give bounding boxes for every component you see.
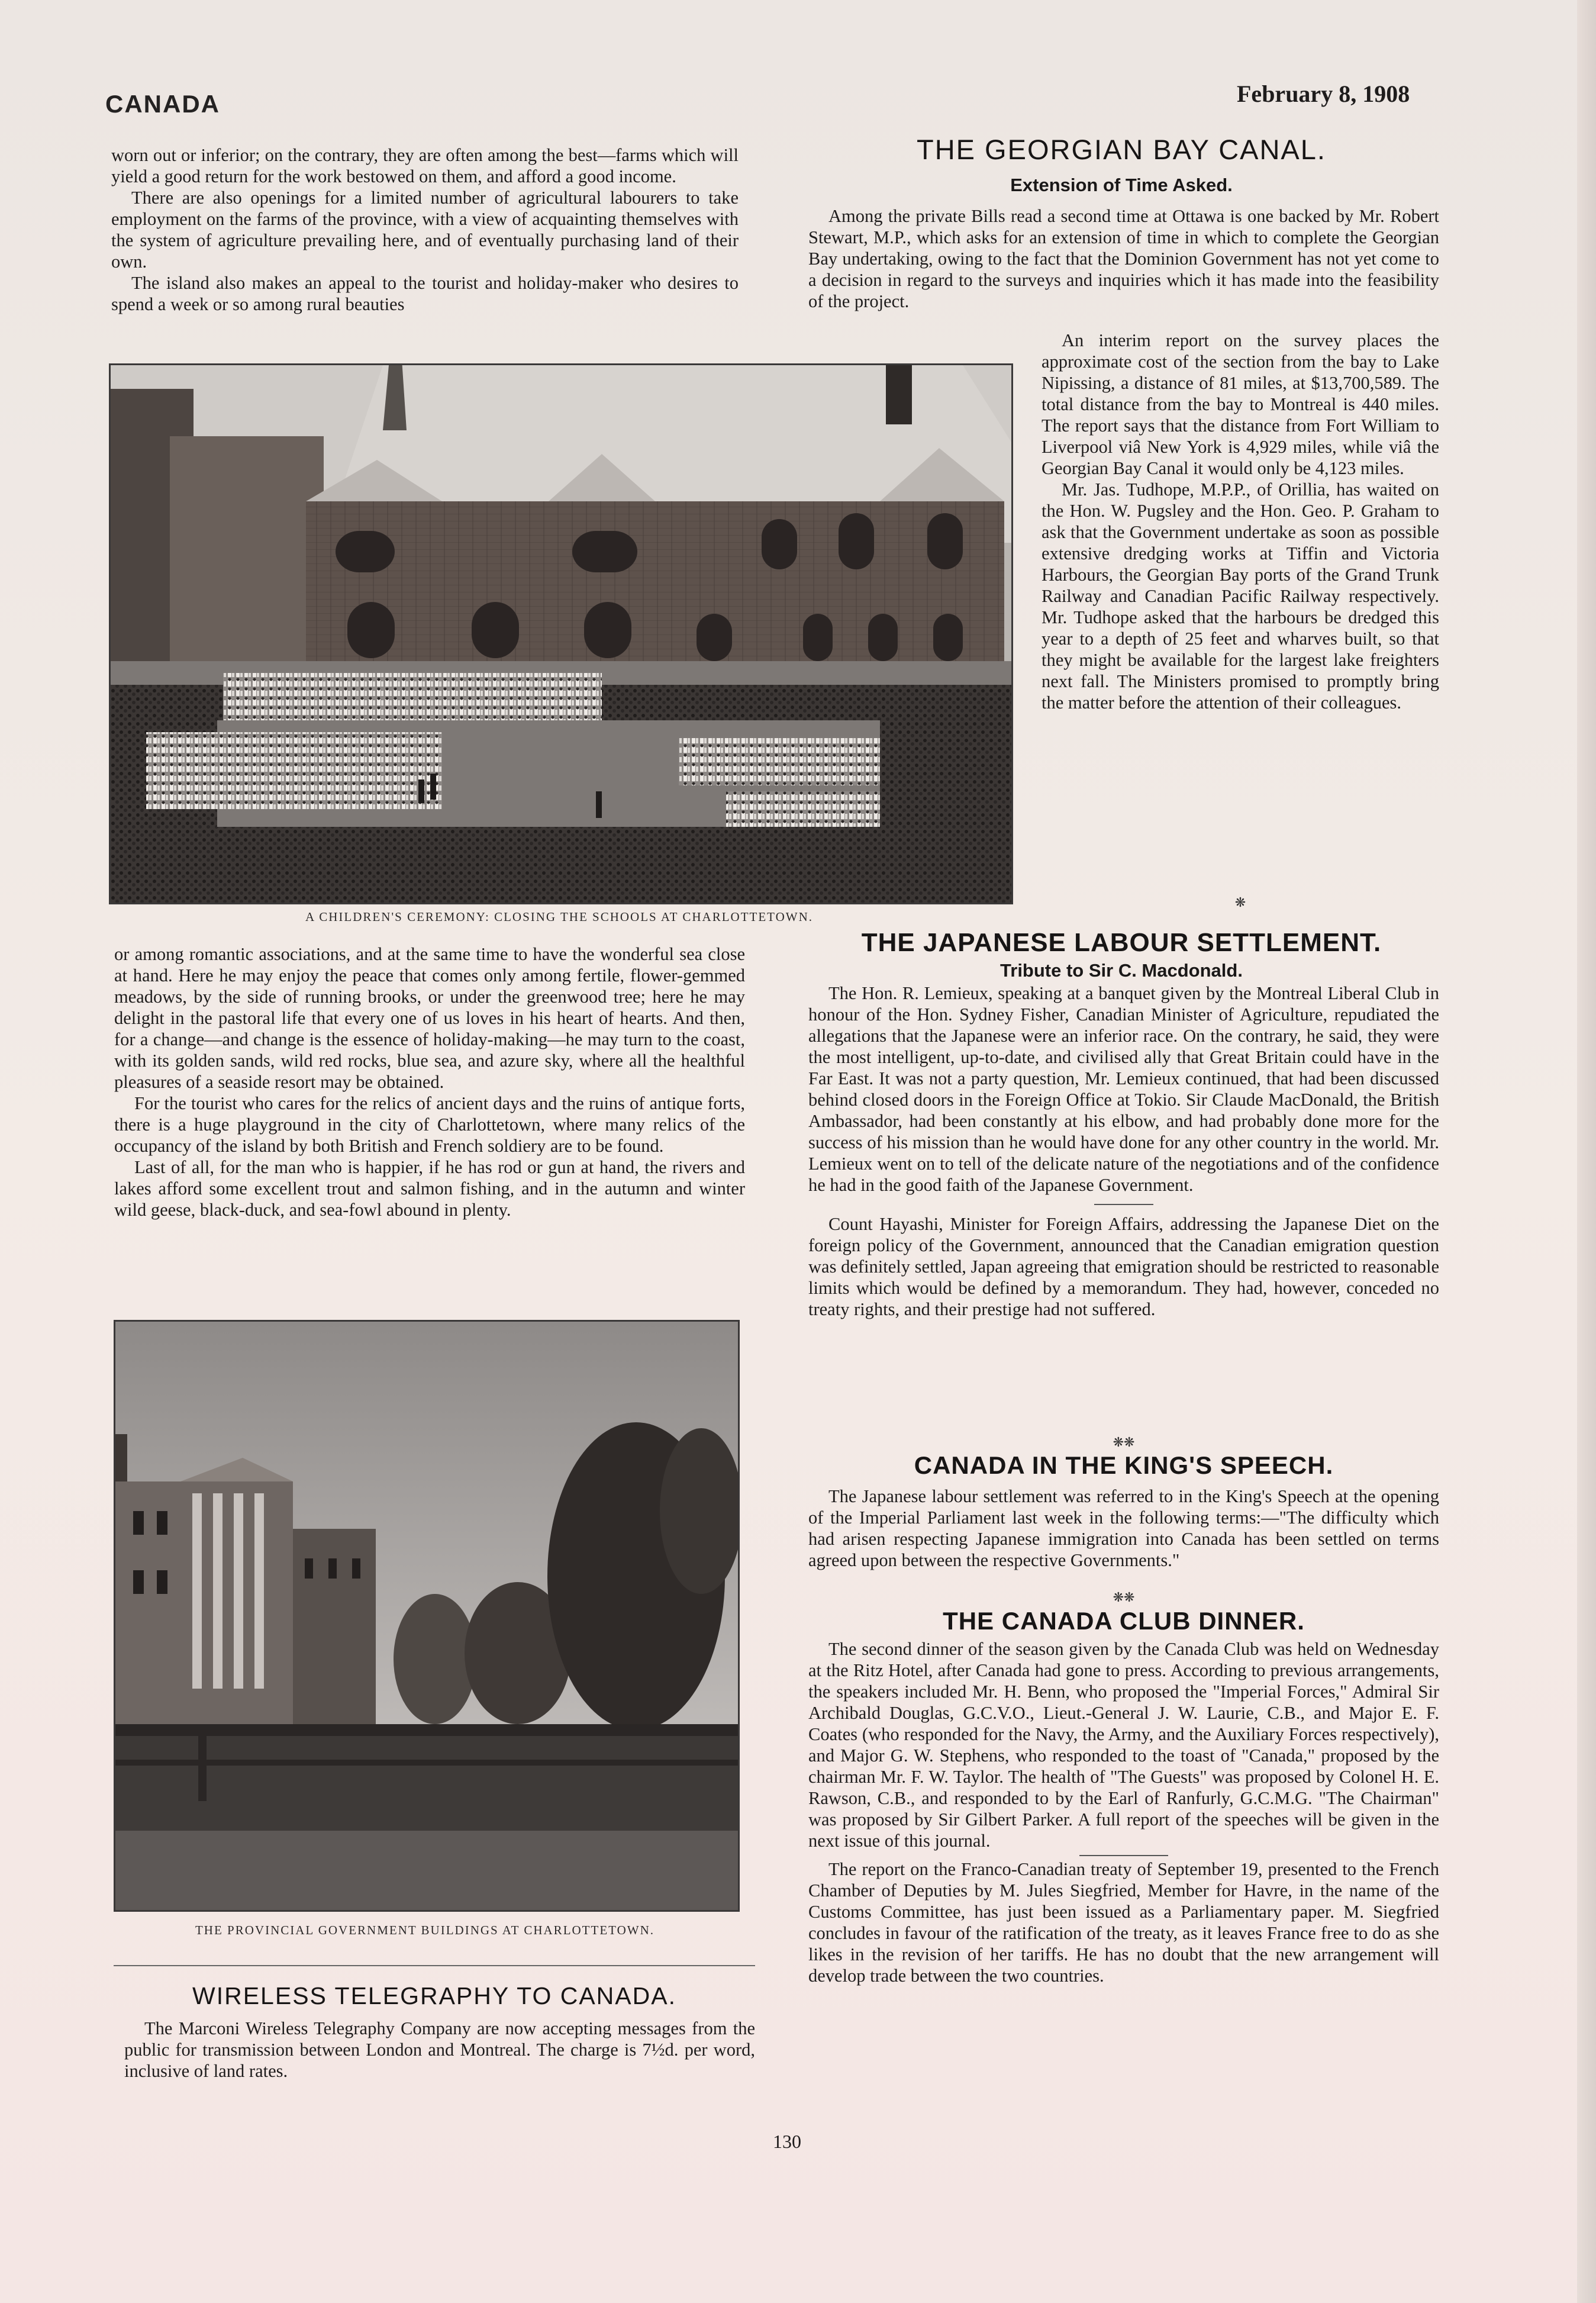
georgian-headline: THE GEORGIAN BAY CANAL. [917, 134, 1326, 165]
photo-caption: A CHILDREN'S CEREMONY: CLOSING THE SCHOOLS AT CHARLOTTETOWN. [305, 910, 814, 924]
paragraph: Count Hayashi, Minister for Foreign Affairs, addressing the Japanese Diet on the foreign policy of the Government, announced that the Canadian emigration question was definitely settled, Japan agreeing that emigration should be restricted to reasonable limits which would be defined by a memorandum. They had, however, conceded no treaty rights, and their prestige had not suffered. [808, 1214, 1439, 1319]
paragraph: Last of all, for the man who is happier, if he has rod or gun at hand, the rivers and lakes afford some excellent trout and salmon fishing, and in the autumn and winter wild geese, black-duck, and sea-fowl abound in plenty. [114, 1157, 745, 1220]
kings-speech-headline: CANADA IN THE KING'S SPEECH. [914, 1451, 1334, 1479]
paragraph: The report on the Franco-Canadian treaty of September 19, presented to the French Chamber of Deputies by M. Jules Siegfried, Member for Havre, in the name of the Customs Committee, has just been issued as a Parliamentary paper. M. Siegfried concludes in favour of the ratification of the treaty, as it leaves France free to do as she likes in the revision of her tariffs. He has no doubt that the new arrangement will develop trade between the two countries. [808, 1859, 1439, 1986]
section-ornament: ❋❋ [1113, 1590, 1135, 1605]
kings-speech-article [808, 1486, 1439, 1571]
wireless-article [124, 2018, 755, 2082]
photo-caption: THE PROVINCIAL GOVERNMENT BUILDINGS AT CHARLOTTETOWN. [195, 1923, 655, 1937]
paragraph: The island also makes an appeal to the tourist and holiday-maker who desires to spend a week or so among rural beauties [111, 273, 739, 314]
section-ornament: ❋❋ [1113, 1435, 1135, 1450]
tourism-column [114, 943, 745, 1220]
club-dinner-headline: THE CANADA CLUB DINNER. [943, 1607, 1305, 1635]
japanese-headline: THE JAPANESE LABOUR SETTLEMENT. [861, 928, 1382, 957]
paragraph: The second dinner of the season given by the Canada Club was held on Wednesday at the Ritz Hotel, after Canada had gone to press. According to previous arrangements, the speakers included Mr. H. Benn, who proposed the "Imperial Forces," Admiral Sir Archibald Douglas, G.C.V.O., Lieut.-General J. W. Laurie, C.B., and Major E. F. Coates (who responded for the Navy, the Army, and the Auxiliary Forces respectively), and Major G. W. Stephens, who responded to the toast of "Canada," proposed by the chairman Mr. F. W. Taylor. The health of "The Guests" was proposed by Colonel H. E. Rawson, C.B., and responded to by the Earl of Ranfurly, G.C.M.G. "The Chairman" was proposed by Sir Gilbert Parker. A full report of the speeches will be given in the next issue of this journal. [808, 1639, 1439, 1851]
paragraph: An interim report on the survey places the approximate cost of the section from the bay to Lake Nipissing, a distance of 81 miles, at $13,700,589. The total distance from the bay to Montreal is 440 miles. The report says that the distance from Fort William to Liverpool viâ New York is 4,929 miles, while viâ the Georgian Bay Canal it would only be 4,123 miles. [1042, 330, 1439, 478]
issue-date: February 8, 1908 [1237, 80, 1410, 107]
paragraph: The Hon. R. Lemieux, speaking at a banquet given by the Montreal Liberal Club in honour of the Hon. Sydney Fisher, Canadian Minister of Agriculture, repudiated the allegations that the Japanese were an inferior race. On the contrary, he said, they were the most intelligent, up-to-date, and civilised ally that Great Britain could have in the Far East. It was not a party question, Mr. Lemieux continued, that had been discussed behind closed doors in the Foreign Office at Tokio. Sir Claude MacDonald, the British Ambassador, had been constantly at his elbow, and had probably done more for the success of his mission than he would have done for any other country in the world. Mr. Lemieux went on to tell of the delicate nature of the negotiations and of the confidence he had in the good faith of the Japanese Government. [808, 983, 1439, 1195]
paragraph: or among romantic associations, and at the same time to have the wonderful sea close at hand. Here he may enjoy the peace that comes only among fertile, flower-gemmed meadows, by the side of running brooks, or under the greenwood tree; here he may delight in the pastoral life that every one of us loves in his heart of hearts. And then, for a change—and change is the essence of holiday-making—he may turn to the coast, with its golden sands, wild red rocks, blue sea, and azure sky, where all the healthful pleasures of a seaside resort may be obtained. [114, 944, 745, 1092]
wireless-headline: WIRELESS TELEGRAPHY TO CANADA. [192, 1982, 676, 2009]
paragraph: Mr. Jas. Tudhope, M.P.P., of Orillia, has waited on the Hon. W. Pugsley and the Hon. Geo. P. Graham to ask that the Government undertake as soon as possible extensive dredging works at Tiffin and Victoria Harbours, the Georgian Bay ports of the Grand Trunk Railway and Canadian Pacific Railway respectively. Mr. Tudhope asked that the harbours be dredged this year to a depth of 25 feet and wharves built, so that they might be available for the largest lake freighters next fall. The Ministers promised to promptly bring the matter before the attention of their colleagues. [1042, 479, 1439, 713]
government-buildings-photo [114, 1320, 740, 1912]
intro-column [111, 144, 739, 315]
georgian-article-column [1042, 330, 1439, 713]
paragraph: There are also openings for a limited number of agricultural labourers to take employment on the farms of the province, with a view of acquainting themselves with the system of agriculture prevailing here, and of eventually purchasing land of their own. [111, 188, 739, 272]
paragraph: Among the private Bills read a second time at Ottawa is one backed by Mr. Robert Stewart, M.P., which asks for an extension of time in which to complete the Georgian Bay undertaking, owing to the fact that the Dominion Government has not yet come to a decision in regard to the surveys and inquiries which it has made into the feasibility of the project. [808, 206, 1439, 311]
short-rule [1079, 1855, 1168, 1856]
school-ceremony-photo [109, 363, 1013, 904]
divider-rule [114, 1965, 755, 1966]
page-number: 130 [773, 2131, 801, 2152]
short-rule [1094, 1204, 1153, 1205]
paragraph: For the tourist who cares for the relics of ancient days and the ruins of antique forts, there is a huge playground in the city of Charlottetown, where many relics of the occupancy of the island by both British and French soldiery are to be found. [114, 1093, 745, 1156]
japanese-article [808, 983, 1439, 1320]
club-dinner-article [808, 1638, 1439, 1986]
georgian-subhead: Extension of Time Asked. [1010, 175, 1233, 195]
section-ornament: ❋ [1234, 895, 1246, 910]
japanese-subhead: Tribute to Sir C. Macdonald. [1000, 960, 1243, 981]
paragraph: The Japanese labour settlement was referred to in the King's Speech at the opening of the Imperial Parliament last week in the following terms:—"The difficulty which had arisen respecting Japanese immigration into Canada has been settled on terms agreed upon between the respective Governments." [808, 1486, 1439, 1570]
paragraph: worn out or inferior; on the contrary, they are often among the best—farms which will yield a good return for the work bestowed on them, and afford a good income. [111, 145, 739, 186]
georgian-article-top [808, 205, 1439, 312]
page-edge [1577, 0, 1596, 2303]
masthead: CANADA [105, 90, 220, 118]
paragraph: The Marconi Wireless Telegraphy Company are now accepting messages from the public for transmission between London and Montreal. The charge is 7½d. per word, inclusive of land rates. [124, 2018, 755, 2081]
